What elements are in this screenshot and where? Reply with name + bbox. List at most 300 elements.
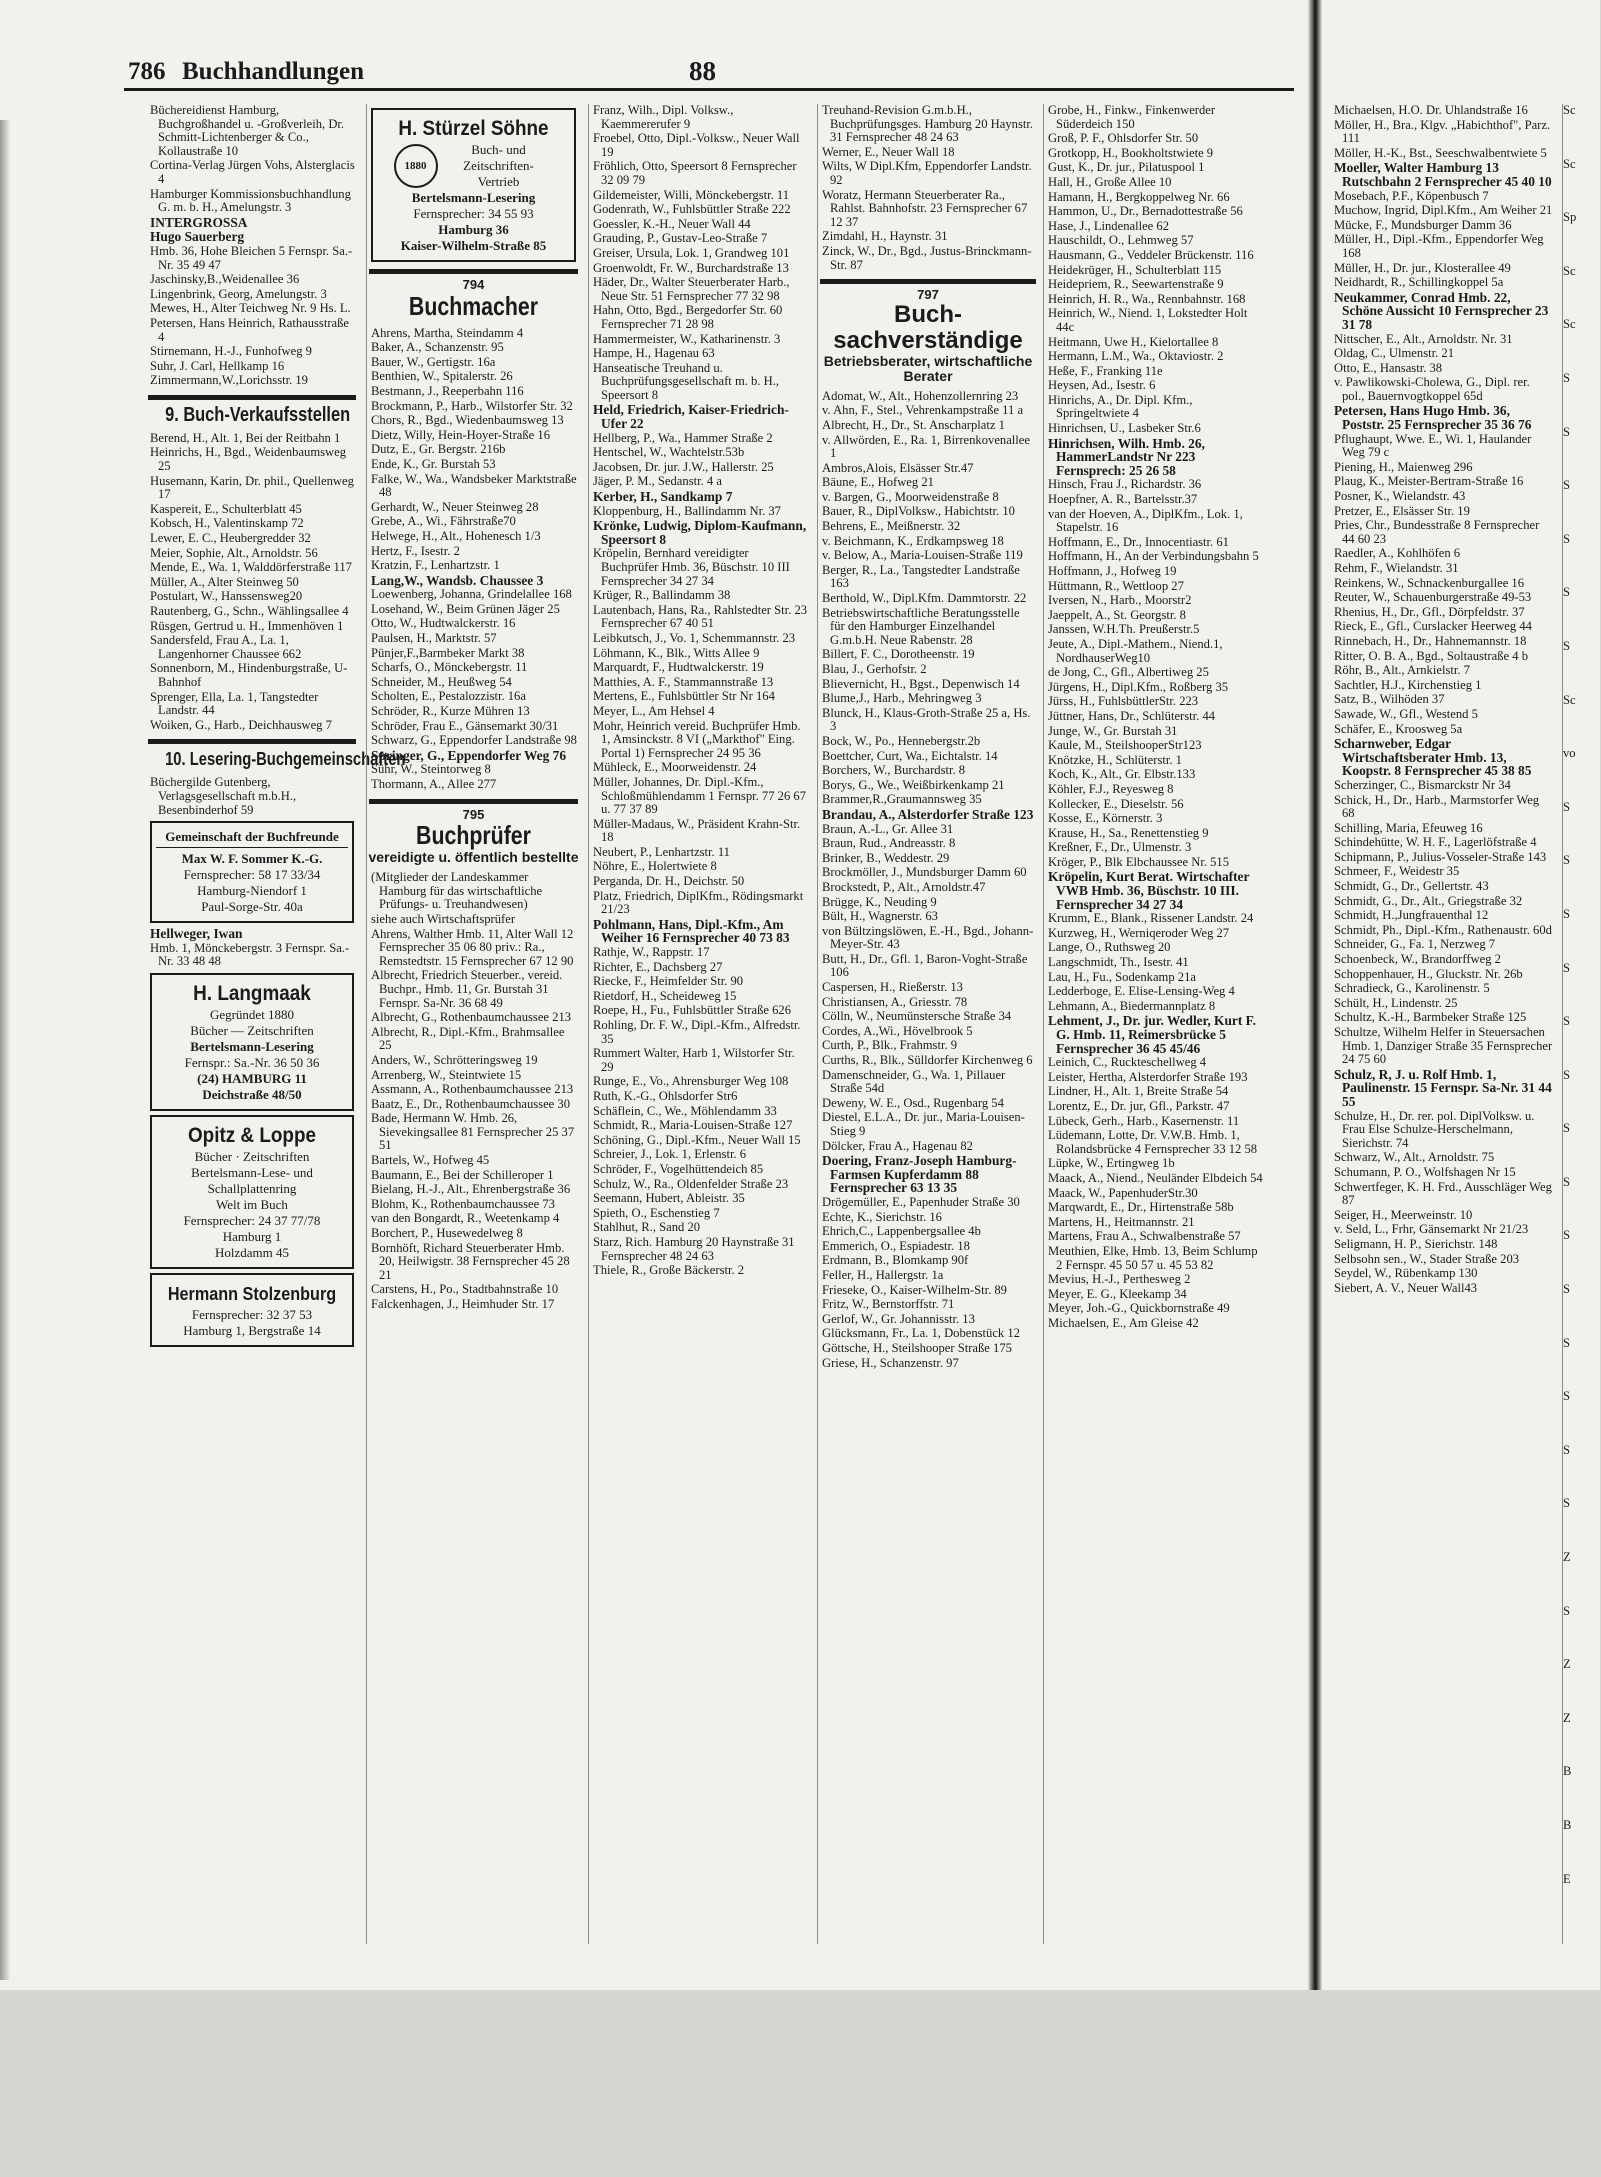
directory-entry: Echte, K., Sierichstr. 16 <box>822 1209 942 1224</box>
directory-entry: Schick, H., Dr., Harb., Marmstorfer Weg 68 <box>1334 792 1540 821</box>
directory-entry: Godenrath, W., Fuhlsbüttler Straße 222 <box>593 202 791 217</box>
section-subtitle: vereidigte u. öffentlich bestellte <box>368 849 579 866</box>
directory-entry: Sprenger, Ella, La. 1, Tangstedter Landstr. 44 <box>150 689 319 718</box>
directory-entry: Sachtler, H.J., Kirchenstieg 1 <box>1334 677 1482 692</box>
directory-entry: Braun, A.-L., Gr. Allee 31 <box>822 821 954 836</box>
directory-entry: Kurzweg, H., Werniqeroder Weg 27 <box>1048 925 1230 940</box>
directory-entry: Meuthien, Elke, Hmb. 13, Beim Schlump 2 Fernspr. 45 50 57 u. 45 53 82 <box>1048 1243 1258 1272</box>
directory-entry: Hüttmann, R., Wettloop 27 <box>1048 578 1184 593</box>
ad-line: Buch- und Zeitschriften-Vertrieb <box>463 142 534 189</box>
ad-city: Hamburg 36 <box>438 222 509 237</box>
directory-entry: Löhmann, K., Blk., Witts Allee 9 <box>593 645 760 660</box>
cut-off-entry: S <box>1563 424 1571 439</box>
directory-entry: Krause, H., Sa., Renettenstieg 9 <box>1048 825 1209 840</box>
directory-entry: v. Beichmann, K., Erdkampsweg 18 <box>822 533 1004 548</box>
directory-entry: Zinck, W., Dr., Bgd., Justus-Brinckmann-Str. 87 <box>822 243 1032 272</box>
directory-entry: Moeller, Walter Hamburg 13 Rutschbahn 2 Fernsprecher 45 40 10 <box>1334 160 1552 189</box>
directory-entry: Sühr, W., Steintorweg 8 <box>371 762 491 777</box>
entry-list <box>818 390 1038 1370</box>
cut-off-entry: S <box>1563 853 1571 868</box>
directory-entry: Seydel, W., Rübenkamp 130 <box>1334 1266 1478 1281</box>
ad-phone: Fernsprecher: 34 55 93 <box>413 206 534 221</box>
directory-entry: Heidekrüger, H., Schulterblatt 115 <box>1048 262 1222 277</box>
cut-off-entry: Sc <box>1563 317 1576 332</box>
directory-entry: Bauer, W., Gertigstr. 16a <box>371 354 496 369</box>
cut-off-entry: Z <box>1563 1657 1571 1672</box>
directory-entry: Husemann, Karin, Dr. phil., Quellenweg 17 <box>150 473 354 502</box>
directory-entry: Butt, H., Dr., Gfl. 1, Baron-Voght-Straße 106 <box>822 951 1028 980</box>
cut-off-entry: S <box>1563 1335 1571 1350</box>
directory-entry: Blohm, K., Rothenbaumchaussee 73 <box>371 1196 555 1211</box>
directory-entry: Grauding, P., Gustav-Leo-Straße 7 <box>593 231 768 246</box>
directory-entry: Hall, H., Große Allee 10 <box>1048 174 1172 189</box>
directory-entry: Blievernicht, H., Bgst., Depenwisch 14 <box>822 676 1020 691</box>
directory-entry: Falke, W., Wa., Wandsbeker Marktstraße 48 <box>371 471 577 500</box>
directory-entry: Glücksmann, Fr., La. 1, Dobenstück 12 <box>822 1326 1020 1341</box>
advertisement-stuerzel <box>371 108 576 262</box>
directory-entry: Hammon, U., Dr., Bernadottestraße 56 <box>1048 204 1243 219</box>
directory-entry: Petersen, Hans Heinrich, Rathausstraße 4 <box>150 315 349 344</box>
directory-entry: Köhler, F.J., Reyesweg 8 <box>1048 781 1174 796</box>
directory-entry: Greiser, Ursula, Lok. 1, Grandweg 101 <box>593 245 790 260</box>
directory-entry: Lüpke, W., Ertingweg 1b <box>1048 1156 1175 1171</box>
directory-entry: Müller, Johannes, Dr. Dipl.-Kfm., Schloßmühlendamm 1 Fernspr. 77 26 67 u. 77 37 89 <box>593 774 806 817</box>
cut-off-entry: S <box>1563 1282 1571 1297</box>
directory-entry: Heße, F., Franking 11e <box>1048 363 1163 378</box>
directory-entry: Jürgens, H., Dipl.Kfm., Roßberg 35 <box>1048 679 1229 694</box>
directory-entry: Christiansen, A., Griesstr. 78 <box>822 994 968 1009</box>
directory-entry: Roepe, H., Fu., Fuhlsbüttler Straße 626 <box>593 1003 791 1018</box>
directory-entry: Springer, G., Eppendorfer Weg 76 <box>371 747 567 763</box>
directory-entry: Büchereidienst Hamburg, Buchgroßhandel u. -Großverleih, Dr. Schmitt-Lichtenberger & Co., Kollaustraße 10 <box>150 103 345 158</box>
column-6 <box>1330 104 1555 1944</box>
section-title: Buchhandlungen <box>182 58 365 85</box>
directory-entry: Behrens, E., Meißnerstr. 32 <box>822 519 961 534</box>
directory-entry: v. Allwörden, E., Ra. 1, Birrenkovenallee 1 <box>822 432 1030 461</box>
directory-entry: Hermann, L.M., Wa., Oktaviostr. 2 <box>1048 349 1224 364</box>
section-number: 794 <box>462 277 485 292</box>
ad-name: H. Langmaak <box>193 981 311 1005</box>
directory-entry: Matthies, A. F., Stammannstraße 13 <box>593 674 774 689</box>
directory-entry: Jacobsen, Dr. jur. J.W., Hallerstr. 25 <box>593 459 774 474</box>
entry-list <box>818 104 1038 272</box>
directory-entry: Kröpelin, Bernhard vereidigter Buchprüfer Hmb. 36, Büschstr. 10 III Fernsprecher 34 27 34 <box>593 546 790 588</box>
directory-entry: Rehm, F., Wielandstr. 31 <box>1334 561 1459 575</box>
directory-entry: Gust, K., Dr. jur., Pilatuspool 1 <box>1048 160 1205 175</box>
directory-entry: Schoenbeck, W., Brandorffweg 2 <box>1334 952 1501 967</box>
directory-entry: Lingenbrink, Georg, Amelungstr. 3 <box>150 286 327 301</box>
directory-entry: Kaule, M., SteilshooperStr123 <box>1048 738 1202 753</box>
directory-entry: Jürss, H., FuhlsbüttlerStr. 223 <box>1048 694 1199 709</box>
directory-entry: Sawade, W., Gfl., Westend 5 <box>1334 706 1478 721</box>
ad-address: Hamburg 1, Bergstraße 14 <box>183 1322 321 1338</box>
cut-off-entry: Sc <box>1563 692 1576 707</box>
directory-entry: Pries, Chr., Bundesstraße 8 Fernsprecher 44 60 23 <box>1334 518 1540 546</box>
cut-off-entry: S <box>1563 960 1571 975</box>
directory-entry: (Mitglieder der Landeskammer Hamburg für das wirtschaftliche Prüfungs- u. Treuhandwesen) <box>371 870 543 912</box>
directory-entry: Schäfer, E., Kroosweg 5a <box>1334 721 1463 736</box>
directory-entry: Betriebswirtschaftliche Beratungsstelle für den Hamburger Einzelhandel G.m.b.H. Neue Rabenstr. 28 <box>822 605 1020 647</box>
section-heading-797 <box>818 288 1038 384</box>
ad-phone: Fernsprecher: 24 37 77/78 <box>183 1212 321 1228</box>
directory-entry: Ahrens, Walther Hmb. 11, Alter Wall 12 Fernsprecher 35 06 80 priv.: Ra., Remstedtstr. 15 Fernsprecher 67 12 90 <box>371 926 574 968</box>
directory-entry: Kröger, P., Blk Elbchaussee Nr. 515 <box>1048 854 1230 869</box>
directory-entry: Martens, Frau A., Schwalbenstraße 57 <box>1048 1229 1241 1244</box>
directory-entry: Jüttner, Hans, Dr., Schlüterstr. 44 <box>1048 708 1216 723</box>
directory-entry: Falckenhagen, J., Heimhuder Str. 17 <box>371 1297 555 1311</box>
directory-entry: Borchers, W., Burchardstr. 8 <box>822 763 966 778</box>
directory-entry: Maack, A., Niend., Neuländer Elbdeich 54 <box>1048 1170 1263 1185</box>
directory-entry: Knötzke, H., Schlüterstr. 1 <box>1048 752 1182 767</box>
directory-entry: Oldag, C., Ulmenstr. 21 <box>1334 346 1454 361</box>
directory-entry: Ehrich,C., Lappenbergsallee 4b <box>822 1224 981 1239</box>
sheet-number: 88 <box>689 56 716 86</box>
directory-entry: Hentschel, W., Wachtelstr.53b <box>593 445 745 460</box>
directory-entry: Heinrich, W., Niend. 1, Lokstedter Holt 44c <box>1048 306 1248 334</box>
directory-entry: Lautenbach, Hans, Ra., Rahlstedter Str. 23 Fernsprecher 67 40 51 <box>593 602 808 631</box>
directory-entry: Selbsohn sen., W., Stader Straße 203 <box>1334 1251 1520 1266</box>
company-seal-icon: 1880 <box>394 144 438 188</box>
directory-entry: Michaelsen, H.O. Dr. Uhlandstraße 16 <box>1334 103 1528 117</box>
cut-off-entry: S <box>1563 906 1571 921</box>
directory-entry: Mohr, Heinrich vereid. Buchprüfer Hmb. 1, Amsinckstr. 8 VI („Markthof" Eing. Portal 1) Fernsprecher 24 95 36 <box>593 718 801 760</box>
directory-entry: Schmidt, G., Dr., Alt., Griegstraße 32 <box>1334 893 1523 908</box>
directory-entry: Mende, E., Wa. 1, Walddörferstraße 117 <box>150 560 352 575</box>
directory-entry: Lindner, H., Alt. 1, Breite Straße 54 <box>1048 1084 1229 1099</box>
directory-entry: Frieseke, O., Kaiser-Wilhelm-Str. 89 <box>822 1282 1007 1297</box>
ad-city: Hamburg 1 <box>222 1228 282 1244</box>
directory-entry: Rietdorf, H., Scheideweg 15 <box>593 988 737 1003</box>
directory-entry: Lau, H., Fu., Sodenkamp 21a <box>1048 969 1196 984</box>
entry-list <box>589 104 811 1278</box>
directory-entry: Hinsch, Frau J., Richardstr. 36 <box>1048 477 1202 492</box>
directory-entry: Müller, H., Dr. jur., Klosterallee 49 <box>1334 260 1511 275</box>
directory-entry: Jeute, A., Dipl.-Mathem., Niend.1, NordhauserWeg10 <box>1048 636 1223 665</box>
directory-entry: Seligmann, H. P., Sierichstr. 148 <box>1334 1236 1498 1251</box>
directory-entry: Muchow, Ingrid, Dipl.Kfm., Am Weiher 21 <box>1334 203 1553 218</box>
directory-entry: Piening, H., Maienweg 296 <box>1334 459 1473 474</box>
directory-entry: Reuter, W., Schauenburgerstraße 49-53 <box>1334 590 1532 605</box>
directory-entry: Scholten, E., Pestalozzistr. 16a <box>371 689 526 704</box>
directory-entry: Stahlhut, R., Sand 20 <box>593 1220 701 1235</box>
advertisement-sommer <box>150 821 354 923</box>
directory-entry: v. Below, A., Maria-Louisen-Straße 119 <box>822 548 1023 563</box>
directory-entry: Grebe, A., Wi., Fährstraße70 <box>371 514 516 529</box>
directory-entry: Möller, H.-K., Bst., Seeschwalbentwiete 5 <box>1334 145 1547 160</box>
directory-entry: Carstens, H., Po., Stadtbahnstraße 10 <box>371 1282 559 1297</box>
directory-entry: Caspersen, H., Rießerstr. 13 <box>822 980 963 995</box>
directory-entry: Schöning, G., Dipl.-Kfm., Neuer Wall 15 <box>593 1132 801 1147</box>
cut-off-entry: S <box>1563 1496 1571 1511</box>
ad-street: Deichstraße 48/50 <box>202 1086 302 1102</box>
directory-entry: Iversen, N., Harb., Moorstr2 <box>1048 593 1192 608</box>
section-heading-9 <box>146 404 358 426</box>
directory-entry: Schmeer, F., Weidestr 35 <box>1334 864 1460 879</box>
directory-entry: Heinrichs, H., Bgd., Weidenbaumsweg 25 <box>150 445 347 474</box>
directory-entry: Müller, H., Dipl.-Kfm., Eppendorfer Weg 168 <box>1334 232 1544 260</box>
directory-entry: Feller, H., Hallergstr. 1a <box>822 1267 944 1282</box>
column-2 <box>366 104 580 1944</box>
directory-entry: Albrecht, H., Dr., St. Anscharplatz 1 <box>822 417 1005 432</box>
section-rule <box>148 739 356 744</box>
directory-entry: Albrecht, R., Dipl.-Kfm., Brahmsallee 25 <box>371 1024 565 1053</box>
directory-entry: Hauschildt, O., Lehmweg 57 <box>1048 233 1194 248</box>
directory-entry: INTERGROSSA <box>150 214 248 230</box>
cut-off-entry: S <box>1563 531 1571 546</box>
directory-entry: Brockmöller, J., Mundsburger Damm 60 <box>822 865 1027 880</box>
directory-entry: Suhr, J. Carl, Hellkamp 16 <box>150 358 285 373</box>
directory-entry: Adomat, W., Alt., Hohenzollernring 23 <box>822 388 1019 403</box>
directory-entry: Drögemüller, E., Papenhuder Straße 30 <box>822 1194 1020 1209</box>
directory-entry: Baumann, E., Bei der Schilleroper 1 <box>371 1167 554 1182</box>
ad-line: Welt im Buch <box>216 1196 288 1212</box>
directory-entry: Hmb. 36, Hohe Bleichen 5 Fernspr. Sa.-Nr. 35 49 47 <box>150 243 353 272</box>
directory-entry: Schwarz, W., Alt., Arnoldstr. 75 <box>1334 1150 1495 1165</box>
directory-entry: Diestel, E.L.A., Dr. jur., Maria-Louisen-Stieg 9 <box>822 1110 1025 1138</box>
directory-entry: Hinrichsen, Wilh. Hmb. 26, HammerLandstr Nr 223 Fernsprech: 25 26 58 <box>1048 435 1205 478</box>
directory-entry: Raedler, A., Kohlhöfen 6 <box>1334 546 1461 561</box>
directory-entry: Hinrichs, A., Dr. Dipl. Kfm., Springeltwiete 4 <box>1048 392 1193 421</box>
directory-entry: de Jong, C., Gfl., Albertiweg 25 <box>1048 665 1209 680</box>
directory-entry: Ende, K., Gr. Burstah 53 <box>371 456 496 471</box>
page-number: 786 <box>128 58 166 85</box>
directory-entry: Otto, E., Hansastr. 38 <box>1334 360 1443 375</box>
directory-entry: Rummert Walter, Harb 1, Wilstorfer Str. 29 <box>593 1046 795 1074</box>
directory-entry: Schneider, G., Fa. 1, Nerzweg 7 <box>1334 937 1496 952</box>
directory-entry: Schreier, J., Lok. 1, Erlenstr. 6 <box>593 1147 747 1162</box>
directory-entry: Leinich, C., Ruckteschellweg 4 <box>1048 1055 1207 1070</box>
directory-entry: Leister, Hertha, Alsterdorfer Straße 193 <box>1048 1069 1248 1084</box>
directory-entry: Schilling, Maria, Efeuweg 16 <box>1334 820 1483 835</box>
directory-entry: Chors, R., Bgd., Wiedenbaumsweg 13 <box>371 413 564 428</box>
directory-entry: Kosse, E., Körnerstr. 3 <box>1048 811 1163 826</box>
section-number: 795 <box>462 806 485 822</box>
directory-entry: Rathje, W., Rappstr. 17 <box>593 945 710 960</box>
directory-entry: Meyer, L., Am Hehsel 4 <box>593 703 715 718</box>
entry-list <box>367 327 580 792</box>
cut-off-entry: Z <box>1563 1550 1571 1565</box>
directory-entry: Erdmann, B., Blomkamp 90f <box>822 1253 969 1268</box>
directory-entry: Pünjer,F.,Barmbeker Markt 38 <box>371 645 525 660</box>
directory-entry: Hellberg, P., Wa., Hammer Straße 2 <box>593 430 773 445</box>
cut-off-entry: S <box>1563 1389 1571 1404</box>
directory-entry: Bornhöft, Richard Steuerberater Hmb. 20, Heilwigstr. 38 Fernsprecher 45 28 21 <box>371 1240 570 1282</box>
section-title: 10. Lesering-Buchgemeinschaften <box>165 749 406 770</box>
directory-entry: Hellweger, Iwan <box>150 926 243 942</box>
directory-entry: Goessler, K.-H., Neuer Wall 44 <box>593 216 751 231</box>
entry-list <box>146 432 358 732</box>
directory-entry: Kerber, H., Sandkamp 7 <box>593 489 733 505</box>
directory-entry: Hahn, Otto, Bgd., Bergedorfer Str. 60 Fernsprecher 71 28 98 <box>593 303 783 331</box>
directory-entry: Ledderboge, E. Elise-Lensing-Weg 4 <box>1048 984 1235 999</box>
column-4 <box>817 104 1038 1944</box>
ad-line: Bertelsmann-Lese- und Schallplattenring <box>191 1164 313 1196</box>
directory-entry: Seemann, Hubert, Ableistr. 35 <box>593 1191 745 1206</box>
advertisement-langmaak <box>150 973 354 1111</box>
directory-entry: Schröder, R., Kurze Mühren 13 <box>371 704 530 719</box>
directory-entry: Hoffmann, H., An der Verbindungsbahn 5 <box>1048 549 1259 564</box>
directory-entry: Jaeppelt, A., St. Georgstr. 8 <box>1048 607 1186 622</box>
section-title: Buch-sachverständige <box>833 300 1023 354</box>
directory-entry: Sandersfeld, Frau A., La. 1, Langenhorner Chaussee 662 <box>150 633 302 661</box>
directory-entry: Schindehütte, W. H. F., Lagerlöfstraße 4 <box>1334 835 1537 850</box>
cut-off-entry: E <box>1563 1871 1571 1886</box>
directory-entry: Hmb. 1, Mönckebergstr. 3 Fernspr. Sa.-Nr. 33 48 48 <box>150 940 350 969</box>
ad-phone: Fernspr.: Sa.-Nr. 36 50 36 <box>184 1054 320 1070</box>
cut-off-entry: Sc <box>1563 156 1576 171</box>
ad-city: (24) HAMBURG 11 <box>197 1070 307 1086</box>
directory-entry: Röhr, B., Alt., Arnkielstr. 7 <box>1334 663 1470 678</box>
column-5 <box>1043 104 1268 1944</box>
directory-entry: Hamann, H., Bergkoppelweg Nr. 66 <box>1048 189 1230 204</box>
entry-list <box>146 927 358 969</box>
directory-entry: Bült, H., Wagnerstr. 63 <box>822 909 938 924</box>
directory-entry: Kaspereit, E., Schulterblatt 45 <box>150 501 302 516</box>
column-1 <box>146 103 406 1944</box>
directory-entry: Kobsch, H., Valentinskamp 72 <box>150 516 304 531</box>
ad-founded: Gegründet 1880 <box>209 1006 295 1022</box>
cut-off-entry: vo <box>1563 746 1576 761</box>
directory-entry: Baatz, E., Dr., Rothenbaumchaussee 30 <box>371 1096 570 1111</box>
directory-entry: Brockstedt, P., Alt., Arnoldstr.47 <box>822 879 986 894</box>
directory-entry: Jaschinsky,B.,Weidenallee 36 <box>150 272 300 287</box>
directory-entry: Scharfs, O., Mönckebergstr. 11 <box>371 660 528 675</box>
directory-entry: Kratzin, F., Lenhartzstr. 1 <box>371 558 500 573</box>
section-title: Buchprüfer <box>416 820 531 851</box>
directory-entry: Bartels, W., Hofweg 45 <box>371 1153 490 1168</box>
directory-entry: Bielang, H.-J., Alt., Ehrenbergstraße 36 <box>371 1182 571 1197</box>
directory-entry: Rieck, E., Gfl., Curslacker Heerweg 44 <box>1334 619 1532 634</box>
section-heading-794 <box>367 278 580 321</box>
directory-entry: Heitmann, Uwe H., Kielortallee 8 <box>1048 334 1219 349</box>
ad-head: Gemeinschaft der Buchfreunde <box>156 829 348 848</box>
directory-entry: Hammermeister, W., Katharinenstr. 3 <box>593 331 781 346</box>
ad-line: Bücher · Zeitschriften <box>194 1148 310 1164</box>
directory-entry: Schultze, Wilhelm Helfer in Steuersachen Hmb. 1, Danziger Straße 35 Fernsprecher 24 75 60 <box>1334 1025 1553 1067</box>
directory-entry: Paulsen, H., Marktstr. 57 <box>371 631 497 646</box>
directory-entry: Albrecht, G., Rothenbaumchaussee 213 <box>371 1010 572 1025</box>
directory-entry: Losehand, W., Beim Grünen Jäger 25 <box>371 601 560 616</box>
directory-entry: Doering, Franz-Joseph Hamburg-Farmsen Kupferdamm 88 Fernsprecher 63 13 35 <box>822 1153 1017 1196</box>
directory-entry: Schultz, K.-H., Barmbeker Straße 125 <box>1334 1010 1527 1025</box>
entry-list <box>146 104 358 388</box>
directory-entry: Hoffmann, J., Hofweg 19 <box>1048 564 1177 578</box>
ad-street: Kaiser-Wilhelm-Straße 85 <box>400 238 547 253</box>
directory-entry: Dietz, Willy, Hein-Hoyer-Straße 16 <box>371 427 550 442</box>
directory-entry: Rinnebach, H., Dr., Hahnemannstr. 18 <box>1334 633 1527 648</box>
directory-entry: Lange, O., Ruthsweg 20 <box>1048 940 1171 955</box>
directory-entry: Thormann, A., Allee 277 <box>371 777 497 791</box>
directory-entry: Hase, J., Lindenallee 62 <box>1048 218 1169 233</box>
directory-entry: Kreßner, F., Dr., Ulmenstr. 3 <box>1048 840 1192 855</box>
directory-entry: v. Bargen, G., Moorweidenstraße 8 <box>822 489 999 504</box>
cut-off-entry: S <box>1563 1442 1571 1457</box>
directory-entry: Rhenius, H., Dr., Gfl., Dörpfeldstr. 37 <box>1334 604 1525 619</box>
directory-entry: Anders, W., Schrötteringsweg 19 <box>371 1052 538 1067</box>
directory-entry: Schült, H., Lindenstr. 25 <box>1334 995 1458 1010</box>
directory-entry: Mertens, E., Fuhlsbüttler Str Nr 164 <box>593 689 775 704</box>
directory-entry: Koch, K., Alt., Gr. Elbstr.133 <box>1048 767 1196 782</box>
directory-entry: Schwertfeger, K. H. Frd., Ausschläger Weg 87 <box>1334 1179 1552 1208</box>
directory-entry: Neidhardt, R., Schillingkoppel 5a <box>1334 275 1504 290</box>
directory-entry: Langschmidt, Th., Isestr. 41 <box>1048 955 1189 970</box>
directory-entry: Assmann, A., Rothenbaumchaussee 213 <box>371 1082 574 1097</box>
ad-phone: Fernsprecher: 32 37 53 <box>191 1306 313 1322</box>
directory-entry: Helwege, H., Alt., Hohenesch 1/3 <box>371 528 541 543</box>
directory-entry: Plaug, K., Meister-Bertram-Straße 16 <box>1334 474 1524 489</box>
directory-entry: Hugo Sauerberg <box>150 229 245 245</box>
directory-entry: Damenschneider, G., Wa. 1, Pillauer Straße 54d <box>822 1067 1006 1096</box>
directory-entry: Lehment, J., Dr. jur. Wedler, Kurt F. G. Hmb. 11, Reimersbrücke 5 Fernsprecher 36 45 45/46 <box>1048 1013 1256 1056</box>
ad-name: H. Stürzel Söhne <box>398 117 549 140</box>
directory-entry: Brügge, K., Neuding 9 <box>822 894 937 909</box>
directory-entry: Platz, Friedrich, DiplKfm., Rödingsmarkt 21/23 <box>593 888 804 917</box>
directory-entry: Schulz, W., Ra., Oldenfelder Straße 23 <box>593 1176 789 1191</box>
directory-entry: Hausmann, G., Veddeler Brückenstr. 116 <box>1048 247 1254 262</box>
directory-entry: Schulze, H., Dr. rer. pol. DiplVolksw. u. Frau Else Schulze-Herschelmann, Sierichstr. 74 <box>1334 1108 1535 1150</box>
section-subtitle: Betriebsberater, wirtschaftliche Berater <box>823 352 1033 384</box>
cut-off-entry: S <box>1563 585 1571 600</box>
entry-list <box>367 871 580 1311</box>
directory-entry: Wilts, W Dipl.Kfm, Eppendorfer Landstr. 92 <box>822 159 1032 187</box>
directory-entry: Woratz, Hermann Steuerberater Ra., Rahlst. Bahnhofstr. 23 Fernsprecher 67 12 37 <box>822 187 1028 229</box>
directory-entry: Nittscher, E., Alt., Arnoldstr. Nr. 31 <box>1334 331 1513 346</box>
directory-entry: Lang,W., Wandsb. Chaussee 3 <box>371 572 544 588</box>
cut-off-entry: Sc <box>1563 263 1576 278</box>
ad-street: Holzdamm 45 <box>214 1244 289 1260</box>
directory-entry: Nöhre, E., Holertwiete 8 <box>593 859 717 874</box>
directory-entry: Möller, H., Bra., Klgv. „Habichthof", Parz. 111 <box>1334 117 1551 146</box>
directory-entry: Treuhand-Revision G.m.b.H., Buchprüfungsges. Hamburg 20 Haynstr. 31 Fernsprecher 48 24 63 <box>822 103 1033 145</box>
directory-entry: Albrecht, Friedrich Steuerber., vereid. Buchpr., Hmb. 11, Gr. Burstah 31 Fernspr. Sa-Nr. 36 68 49 <box>371 968 563 1010</box>
directory-entry: Woiken, G., Harb., Deichhausweg 7 <box>150 717 332 732</box>
directory-entry: Schulz, R, J. u. Rolf Hmb. 1, Paulinenstr. 15 Fernspr. Sa-Nr. 31 44 55 <box>1334 1066 1552 1109</box>
directory-entry: Michaelsen, E., Am Gleise 42 <box>1048 1315 1199 1330</box>
directory-entry: Schradieck, G., Karolinenstr. 5 <box>1334 981 1490 996</box>
directory-entry: Baker, A., Schanzenstr. 95 <box>371 340 504 355</box>
directory-entry: Starz, Rich. Hamburg 20 Haynstraße 31 Fernsprecher 48 24 63 <box>593 1234 795 1263</box>
directory-entry: Häder, Dr., Walter Steuerberater Harb., Neue Str. 51 Fernsprecher 77 32 98 <box>593 275 790 303</box>
ad-name: Opitz & Loppe <box>187 1123 317 1147</box>
directory-entry: Schmidt, R., Maria-Louisen-Straße 127 <box>593 1118 793 1133</box>
directory-entry: Heinrich, H. R., Wa., Rennbahnstr. 168 <box>1048 291 1246 306</box>
directory-entry: Braun, Rud., Andreasstr. 8 <box>822 836 956 851</box>
directory-entry: Hamburger Kommissionsbuchhandlung G. m. b. H., Amelungstr. 3 <box>150 186 351 215</box>
directory-entry: Bade, Hermann W. Hmb. 26, Sievekingsallee 81 Fernsprecher 25 37 51 <box>371 1111 575 1153</box>
ad-address: Paul-Sorge-Str. 40a <box>201 899 303 915</box>
directory-entry: Hertz, F., Isestr. 2 <box>371 543 460 558</box>
ad-phone: Fernsprecher: 58 17 33/34 <box>183 867 321 883</box>
directory-entry: Runge, E., Vo., Ahrensburger Weg 108 <box>593 1074 789 1089</box>
section-rule <box>820 279 1036 284</box>
scan-edge-shadow <box>0 120 10 1980</box>
advertisement-opitz-loppe <box>150 1115 354 1269</box>
directory-entry: Otto, W., Hudtwalckerstr. 16 <box>371 616 516 631</box>
directory-entry: Ritter, O. B. A., Bgd., Soltaustraße 4 b <box>1334 648 1528 663</box>
directory-entry: Berend, H., Alt. 1, Bei der Reitbahn 1 <box>150 430 341 445</box>
directory-entry: Schröder, F., Vogelhüttendeich 85 <box>593 1161 764 1176</box>
directory-entry: Berger, R., La., Tangstedter Landstraße 163 <box>822 562 1020 591</box>
ad-name: Hermann Stolzenburg <box>167 1283 337 1304</box>
directory-entry: Spieth, O., Eschenstieg 7 <box>593 1205 720 1220</box>
column-3 <box>588 104 811 1944</box>
section-title: Buchmacher <box>408 290 539 321</box>
ad-name: Max W. F. Sommer K.-G. <box>181 851 323 867</box>
directory-entry: Groß, P. F., Ohlsdorfer Str. 50 <box>1048 131 1199 146</box>
directory-entry: Schoppenhauer, H., Gluckstr. Nr. 26b <box>1334 966 1523 981</box>
directory-entry: Schwarz, G., Eppendorfer Landstraße 98 <box>371 733 577 748</box>
directory-entry: Lewer, E. C., Heubergredder 32 <box>150 531 311 546</box>
